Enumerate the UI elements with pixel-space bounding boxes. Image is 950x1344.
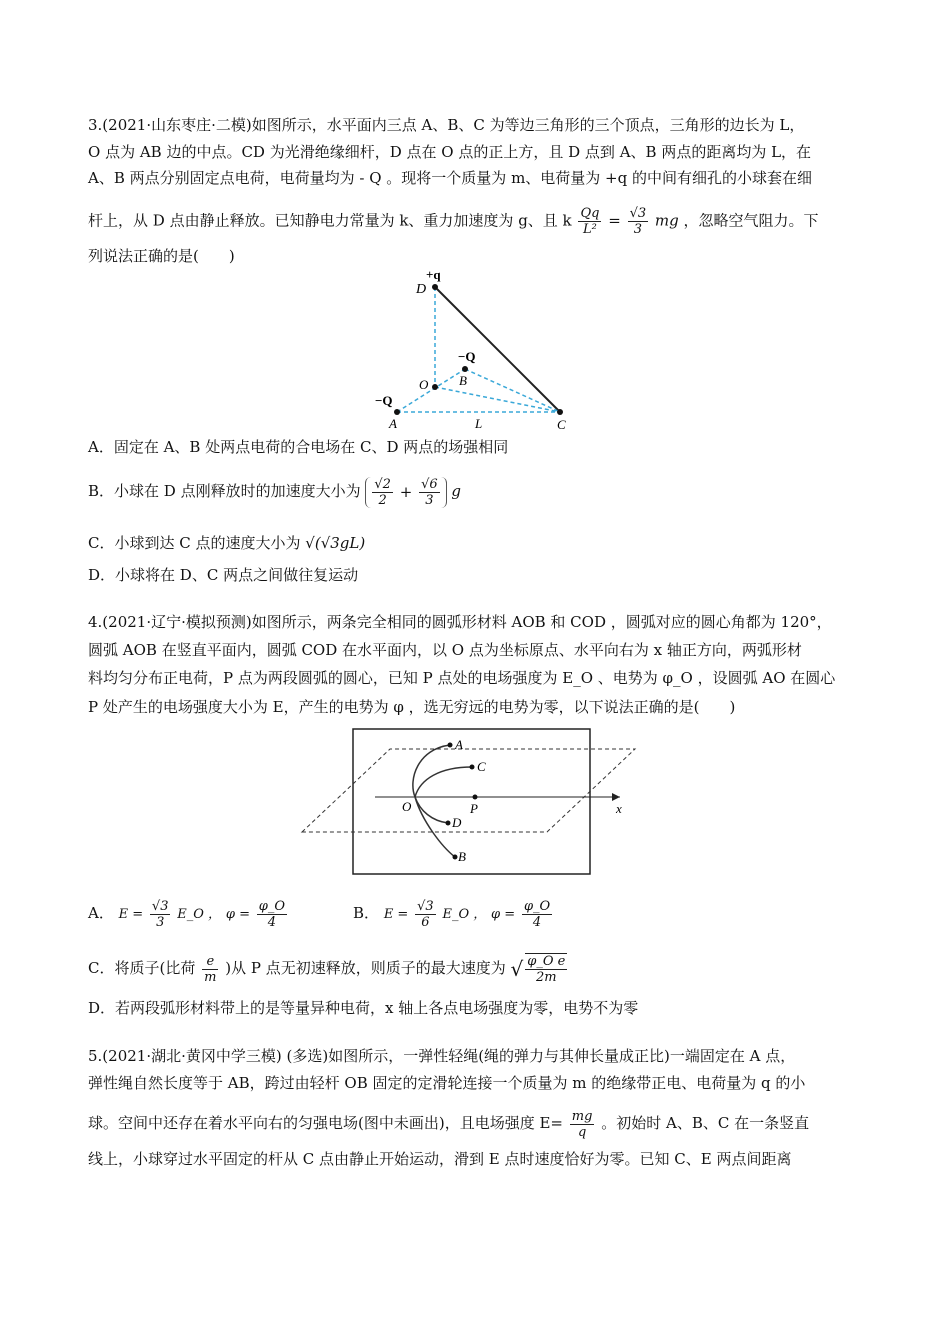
point-b-dot [453, 855, 458, 860]
q4-opta-pd: 4 [267, 914, 277, 930]
q3-line-4-start: 杆上，从 D 点由静止释放。已知静电力常量为 k、重力加速度为 g、且 k [88, 211, 572, 230]
q3-figure [370, 265, 580, 435]
q4-optc-text-start: C．将质子(比荷 [88, 959, 196, 977]
q5-line-1: 5.(2021·湖北·黄冈中学三模) (多选)如图所示，一弹性轻绳(绳的弹力与其伸长量成正比)一端固定在 A 点， [88, 1047, 796, 1065]
horizontal-plane [302, 749, 635, 832]
oc-dashed-line [435, 387, 560, 412]
q3-line-5: 列说法正确的是( ) [88, 247, 235, 265]
arc-cod [415, 767, 472, 823]
label-c: C [557, 417, 566, 432]
q3-line-2: O 点为 AB 边的中点。CD 为光滑绝缘细杆，D 点在 O 点的正上方，且 D 点到 A、B 两点的距离均为 L，在 [88, 143, 812, 161]
q3-optc-text: C．小球到达 C 点的速度大小为 [88, 534, 301, 552]
bc-dashed-line [465, 369, 560, 412]
q4-opta-label: A． [88, 904, 114, 922]
q4-optb-pn: φ_O [523, 898, 551, 914]
q4-optc-fn: e [202, 954, 218, 970]
q3-optb-g: g [451, 482, 462, 500]
q3-option-c [88, 533, 365, 553]
q4-optc-ratio [202, 954, 218, 985]
q4-optb-eo: E_O ， [442, 907, 487, 922]
q4-optc-speed [525, 953, 567, 985]
q4-optb-frac [415, 899, 436, 930]
q3-optb-f1d: 2 [378, 492, 387, 508]
point-a-dot [394, 409, 400, 415]
q4-opta-frac [150, 899, 171, 930]
q4-option-d: D．若两段弧形材料带上的是等量异种电荷，x 轴上各点电场强度为零，电势不为零 [88, 999, 639, 1017]
point-a-dot [448, 743, 453, 748]
label-b: B [458, 849, 466, 864]
label-a: A [389, 416, 397, 431]
q4-opta-pn: φ_O [258, 898, 286, 914]
q4-opta-eo: E_O ， [177, 907, 222, 922]
q5-line-4: 线上，小球穿过水平固定的杆从 C 点由静止开始运动，滑到 E 点时速度恰好为零。已知 C、E 两点间距离 [88, 1150, 792, 1168]
q5-field-fraction [570, 1109, 595, 1140]
q3-option-d: D．小球将在 D、C 两点之间做往复运动 [88, 566, 359, 584]
label-b: B [459, 373, 467, 388]
q5-line-3-end: 。初始时 A、B、C 在一条竖直 [601, 1114, 810, 1132]
q5-fd: q [577, 1124, 587, 1140]
q5-line-3 [88, 1102, 809, 1144]
q4-line-3: 料均匀分布正电荷，P 点为两段圆弧的圆心，已知 P 点处的电场强度为 E_O 、电势为 φ_O ，设圆弧 AO 在圆心 [88, 669, 836, 687]
q3-optb-frac1 [372, 477, 393, 508]
q3-cond-num: Qq [580, 206, 600, 221]
q4-option-b [353, 893, 554, 933]
point-d-dot [446, 821, 451, 826]
q3-cond-eq: = [608, 211, 621, 230]
q3-line-4-end: ，忽略空气阻力。下 [683, 211, 819, 230]
rod-cd-line [435, 287, 560, 412]
q4-optb-label: B． [353, 904, 380, 922]
q4-optc-text-mid: )从 P 点无初速释放，则质子的最大速度为 [225, 959, 506, 977]
q3-cond-tail: mg [654, 211, 679, 230]
q4-line-1: 4.(2021·辽宁·模拟预测)如图所示，两条完全相同的圆弧形材料 AOB 和 COD ，圆弧对应的圆心角都为 120°， [88, 613, 832, 631]
label-a: A [455, 737, 463, 752]
q3-cond-rden: 3 [633, 222, 642, 237]
q4-optb-fd: 6 [421, 914, 430, 930]
q3-condition-fraction [578, 206, 601, 237]
q3-line-1: 3.(2021·山东枣庄·二模)如图所示，水平面内三点 A、B、C 为等边三角形的三个顶点，三角形的边长为 L， [88, 116, 805, 134]
q3-line-3: A、B 两点分别固定点电荷，电荷量均为 - Q 。现将一个质量为 m、电荷量为 +q 的中间有细孔的小球套在细 [88, 169, 812, 187]
label-o: O [402, 799, 412, 814]
q5-line-3-start: 球。空间中还存在着水平向右的匀强电场(图中未画出)，且电场强度 E= [88, 1114, 563, 1132]
q3-option-a: A．固定在 A、B 处两点电荷的合电场在 C、D 两点的场强相同 [88, 438, 509, 456]
q4-optc-rn: φ_O e [527, 954, 566, 969]
q3-option-b [88, 470, 461, 512]
q4-opta-fn: √3 [151, 898, 169, 914]
q4-optc-rd: 2m [535, 970, 557, 985]
arc-aob [413, 745, 455, 857]
label-x: x [616, 801, 622, 816]
q4-optc-fd: m [204, 969, 217, 985]
q3-optc-value: √(√3gL) [305, 534, 366, 552]
q4-line-2: 圆弧 AOB 在竖直平面内，圆弧 COD 在水平面内，以 O 点为坐标原点、水平向右为 x 轴正方向，两弧形材 [88, 641, 802, 659]
q3-optb-text: B．小球在 D 点刚释放时的加速度大小为 [88, 482, 361, 500]
point-b-dot [462, 366, 468, 372]
q5-line-2: 弹性绳自然长度等于 AB，跨过由轻杆 OB 固定的定滑轮连接一个质量为 m 的绝缘带正电、电荷量为 q 的小 [88, 1074, 806, 1092]
q3-optb-f2n: √6 [421, 476, 438, 492]
q3-optb-f1n: √2 [374, 476, 391, 492]
ab-dashed-line [397, 369, 465, 412]
q4-opta-fd: 3 [156, 914, 165, 930]
q4-optb-phi: φ = [491, 907, 516, 922]
q4-opta-phi: φ = [225, 907, 250, 922]
q4-optb-fn: √3 [417, 898, 434, 914]
label-minus-q-b: −Q [458, 349, 476, 364]
q3-optb-frac2 [419, 477, 440, 508]
label-plus-q: +q [426, 267, 441, 282]
label-p: P [470, 801, 478, 816]
label-l: L [475, 416, 483, 431]
label-c: C [477, 759, 486, 774]
q4-figure [300, 727, 640, 877]
point-o-dot [432, 384, 438, 390]
point-c-dot [557, 409, 563, 415]
point-c-dot [470, 765, 475, 770]
q4-option-a [88, 893, 289, 933]
q4-optb-phi-frac [522, 899, 552, 930]
q3-optb-f2d: 3 [425, 492, 434, 508]
q4-optc-sqrt-sign: √ [510, 957, 524, 981]
q3-line-4 [88, 206, 819, 237]
q3-optb-plus: + [399, 482, 413, 501]
q3-cond-rnum: √3 [629, 206, 647, 221]
q4-opta-e: E = [118, 907, 144, 922]
q3-condition-rhs-fraction [628, 206, 649, 237]
q4-option-c [88, 948, 569, 988]
q4-line-4: P 处产生的电场强度大小为 E，产生的电势为 φ ，选无穷远的电势为零，以下说法正确的是( ) [88, 698, 736, 716]
point-p-dot [473, 795, 478, 800]
label-minus-q-a: −Q [375, 393, 393, 408]
q3-cond-den: L² [583, 222, 597, 237]
point-d-dot [432, 284, 438, 290]
q3-optb-paren [365, 477, 446, 508]
q4-optb-pd: 4 [532, 914, 542, 930]
q5-fn: mg [571, 1108, 593, 1124]
q4-opta-phi-frac [257, 899, 287, 930]
label-o: O [419, 377, 429, 392]
q4-optb-e: E = [383, 907, 409, 922]
label-d: D [416, 282, 427, 297]
x-axis-arrow [612, 793, 620, 801]
label-d: D [452, 815, 462, 830]
